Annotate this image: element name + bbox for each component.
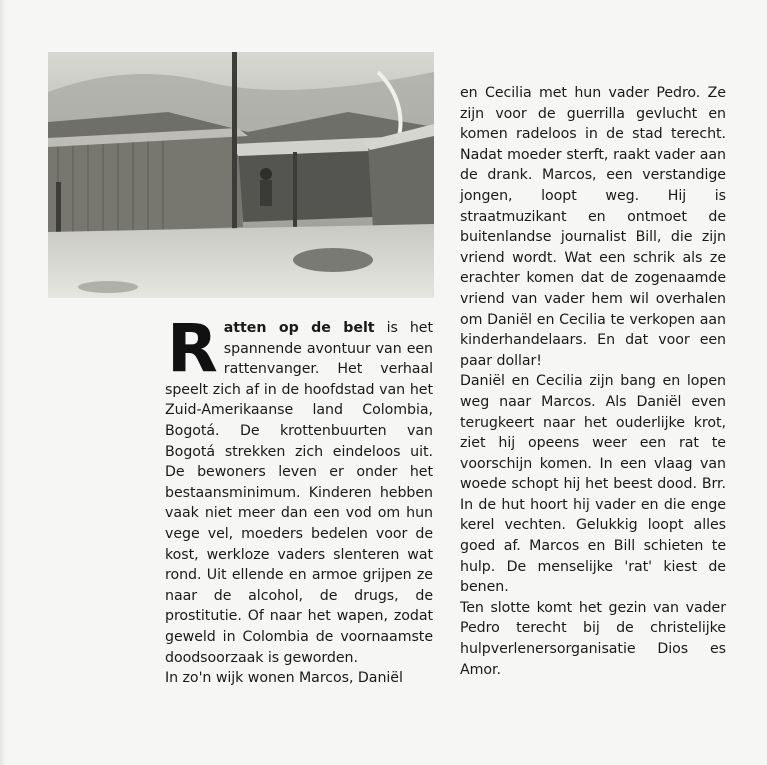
- page-edge: [0, 0, 6, 765]
- shanty-town-photo: [48, 52, 434, 298]
- left-text-column: [165, 310, 433, 689]
- right-text-column: [460, 83, 726, 680]
- photo-illustration: [48, 52, 434, 298]
- third-paragraph: Daniël en Cecilia zijn bang en lopen weg naar Marcos. Als Daniël even terugkeert naar het ouderlijke krot, ziet hij opeens weer een rat te voorschijn komen. In een vlaag van woede schopt hij het beest dood. Brr. In de hut hoort hij vader en die enge kerel vechten. Gelukkig loopt alles goed af. Marcos en Bill schieten te hulp. De menselijke 'rat' kiest de benen.: [460, 373, 726, 596]
- intro-text: is het spannende avontuur van een rattenvanger. Het verhaal speelt zich af in de hoofdstad van het Zuid-Amerikaanse land Colombia, Bogotá. De krottenbuurten van Bogotá strekken zich eindeloos uit. De bewoners leven er onder het bestaansminimum. Kinderen hebben vaak niet meer dan een vod om hun vege vel, moeders bedelen voor de kost, werkloze vaders slenteren wat rond. Uit ellende en armoe grijpen ze naar de alcohol, de drugs, de prostitutie. Of naar het wapen, zodat geweld in Colombia de voornaamste doodsoorzaak is geworden.: [165, 320, 433, 666]
- second-paragraph-continued: en Cecilia met hun vader Pedro. Ze zijn voor de guerrilla gevlucht en komen radeloos in de stad terecht. Nadat moeder sterft, raakt vader aan de drank. Marcos, een verstandige jongen, loopt weg. Hij is straatmuzikant en ontmoet de buitenlandse journalist Bill, die zijn vriend wordt. Wat een schrik als ze erachter komen dat de zogenaamde vriend van vader hem wil overhalen om Daniël en Cecilia te verkopen aan kinderhandelaars. En dat voor een paar dollar!: [460, 85, 726, 369]
- fourth-paragraph: Ten slotte komt het gezin van vader Pedro terecht bij de christelijke hulpverlenersorganisatie Dios es Amor.: [460, 599, 726, 678]
- intro-paragraph: [165, 310, 433, 668]
- drop-cap: R: [167, 310, 218, 387]
- second-paragraph-start: In zo'n wijk wonen Marcos, Daniël: [165, 670, 403, 687]
- book-title-lead: atten op de belt: [223, 320, 375, 336]
